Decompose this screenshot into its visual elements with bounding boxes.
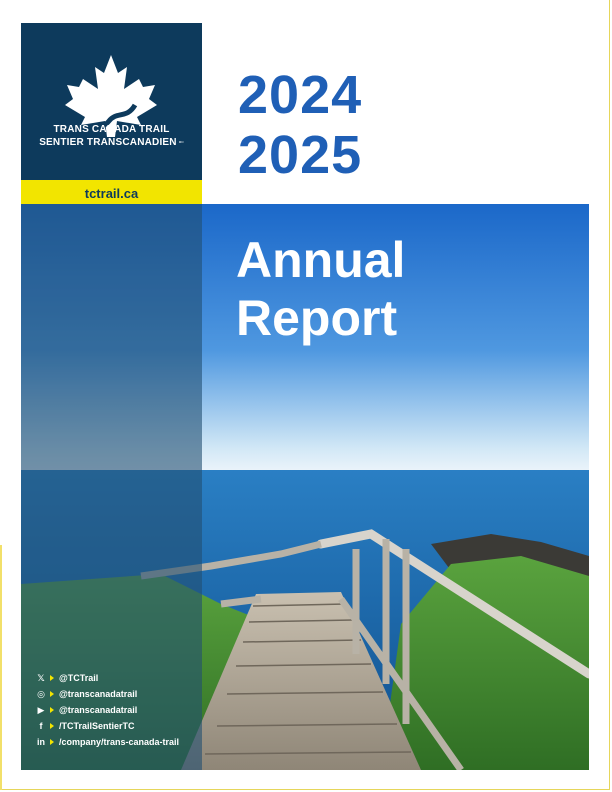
arrow-icon bbox=[50, 675, 54, 681]
social-item-youtube[interactable] bbox=[35, 702, 179, 718]
social-handle: @transcanadatrail bbox=[59, 705, 138, 715]
social-item-instagram[interactable] bbox=[35, 686, 179, 702]
social-media-list bbox=[35, 670, 179, 750]
arrow-icon bbox=[50, 691, 54, 697]
brand-name-fr: SENTIER TRANSCANADIEN MD bbox=[39, 137, 184, 148]
report-title-line-2: Report bbox=[236, 290, 398, 346]
social-handle: @TCTrail bbox=[59, 673, 99, 683]
social-handle: @transcanadatrail bbox=[59, 689, 138, 699]
arrow-icon bbox=[50, 723, 54, 729]
report-year-end: 2025 bbox=[238, 125, 363, 185]
trademark-mark: MD bbox=[178, 140, 184, 145]
logo-block bbox=[21, 23, 202, 180]
arrow-icon bbox=[50, 739, 54, 745]
social-item-linkedin[interactable] bbox=[35, 734, 179, 750]
arrow-icon bbox=[50, 707, 54, 713]
website-url[interactable]: tctrail.ca bbox=[21, 180, 202, 204]
brand-name-en: TRANS CANADA TRAIL bbox=[53, 124, 170, 135]
page-edge-line bbox=[0, 545, 2, 790]
social-handle: /company/trans-canada-trail bbox=[59, 737, 180, 747]
report-title-line-1: Annual bbox=[236, 232, 406, 288]
social-handle: /TCTrailSentierTC bbox=[59, 721, 135, 731]
linkedin-icon: in bbox=[37, 737, 45, 747]
youtube-icon: ▶ bbox=[37, 704, 45, 715]
social-item-facebook[interactable] bbox=[35, 718, 179, 734]
facebook-icon: f bbox=[39, 721, 43, 731]
social-item-x[interactable] bbox=[35, 670, 179, 686]
instagram-icon: ◎ bbox=[37, 688, 45, 699]
report-year-start: 2024 bbox=[238, 65, 363, 125]
x-icon: 𝕏 bbox=[37, 672, 45, 683]
